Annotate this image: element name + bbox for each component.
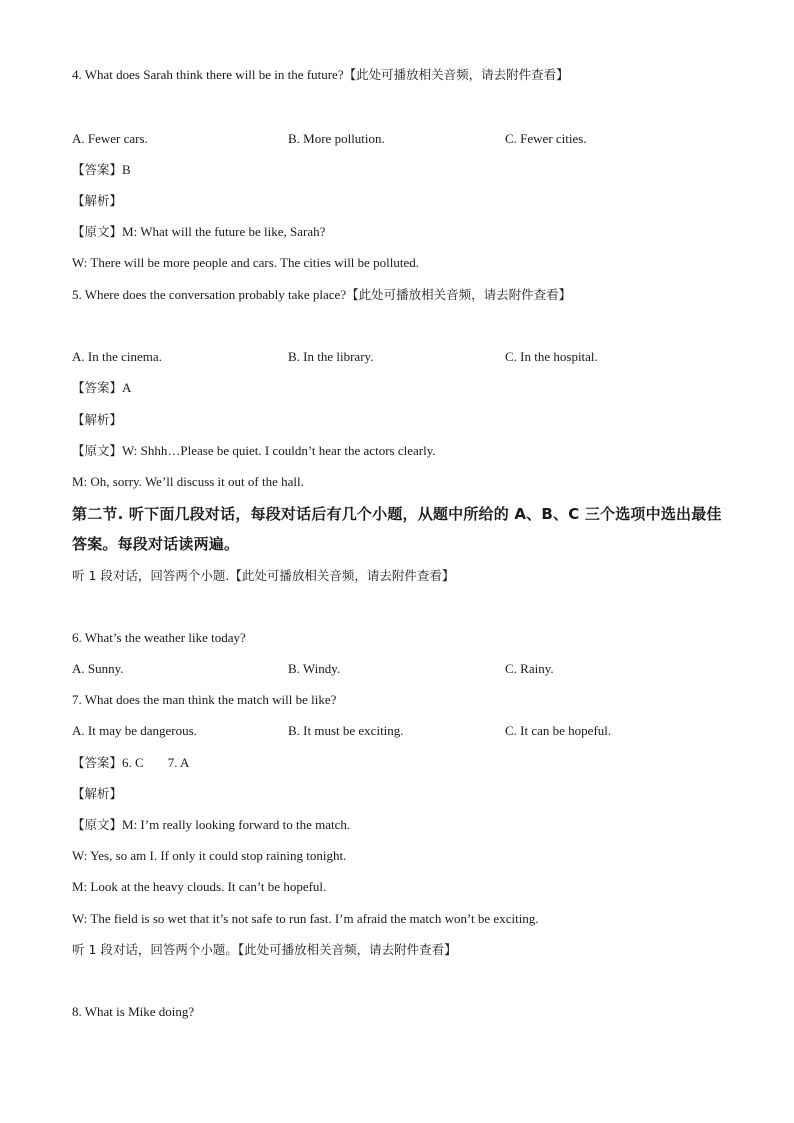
- section-2-heading: 第二节. 听下面几段对话，每段对话后有几个小题，从题中所给的 A、B、C 三个选项中选出最佳答案。每段对话读两遍。: [72, 505, 722, 553]
- dialog-2-intro: [72, 941, 457, 959]
- transcript-text: M: What will the future be like, Sarah?: [122, 224, 326, 239]
- question-5: [72, 286, 571, 304]
- q4-analysis-tag: 【解析】: [72, 193, 123, 208]
- dialog-1-analysis-tag: 【解析】: [72, 786, 123, 801]
- answer-7-value: 7. A: [167, 755, 190, 770]
- answer-tag: 【答案】: [72, 162, 123, 177]
- question-5-text: 5. Where does the conversation probably take place?: [72, 287, 347, 302]
- q4-option-a: A. Fewer cars.: [72, 131, 148, 146]
- q6-option-a: A. Sunny.: [72, 661, 124, 676]
- audio-note-link[interactable]: 【此处可播放相关音频，请去附件查看】: [237, 942, 457, 957]
- q5-transcript-line-2: M: Oh, sorry. We’ll discuss it out of the hall.: [72, 474, 304, 489]
- q5-option-c: C. In the hospital.: [505, 349, 598, 364]
- q6-option-c: C. Rainy.: [505, 661, 554, 676]
- question-8: 8. What is Mike doing?: [72, 1004, 195, 1019]
- dialog-1-transcript-line-1: [72, 816, 350, 834]
- q5-answer: [72, 379, 131, 397]
- transcript-tag: 【原文】: [72, 224, 123, 239]
- transcript-text: M: I’m really looking forward to the match.: [122, 817, 351, 832]
- answer-tag: 【答案】: [72, 380, 123, 395]
- q6-option-b: B. Windy.: [288, 661, 341, 676]
- dialog-1-transcript-line-2: W: Yes, so am I. If only it could stop raining tonight.: [72, 848, 347, 863]
- question-4-text: 4. What does Sarah think there will be in the future?: [72, 67, 344, 82]
- q7-option-c: C. It can be hopeful.: [505, 723, 612, 738]
- q4-transcript-line-2: W: There will be more people and cars. The cities will be polluted.: [72, 255, 420, 270]
- q7-option-b: B. It must be exciting.: [288, 723, 404, 738]
- q4-option-c: C. Fewer cities.: [505, 131, 587, 146]
- q6-q7-answer: [72, 754, 189, 772]
- q5-option-b: B. In the library.: [288, 349, 374, 364]
- audio-note-link[interactable]: 【此处可播放相关音频，请去附件查看】: [346, 287, 572, 302]
- answer-6-value: 6. C: [122, 755, 144, 770]
- q5-transcript-line-1: [72, 442, 436, 460]
- question-4: [72, 66, 569, 84]
- q4-option-b: B. More pollution.: [288, 131, 385, 146]
- dialog-1-transcript-line-3: M: Look at the heavy clouds. It can’t be hopeful.: [72, 879, 327, 894]
- question-6: 6. What’s the weather like today?: [72, 630, 246, 645]
- transcript-text: W: Shhh…Please be quiet. I couldn’t hear the actors clearly.: [122, 443, 436, 458]
- dialog-1-transcript-line-4: W: The field is so wet that it’s not safe to run fast. I’m afraid the match won’t be exciting.: [72, 911, 539, 926]
- dialog-intro-text: 听 1 段对话，回答两个小题。: [72, 942, 238, 957]
- dialog-intro-text: 听 1 段对话，回答两个小题.: [72, 568, 230, 583]
- audio-note-link[interactable]: 【此处可播放相关音频，请去附件查看】: [229, 568, 455, 583]
- answer-tag: 【答案】: [72, 755, 123, 770]
- answer-value: A: [122, 380, 132, 395]
- transcript-tag: 【原文】: [72, 443, 123, 458]
- question-7: 7. What does the man think the match will be like?: [72, 692, 337, 707]
- q4-answer: [72, 161, 131, 179]
- q5-option-a: A. In the cinema.: [72, 349, 162, 364]
- answer-value: B: [122, 162, 131, 177]
- audio-note-link[interactable]: 【此处可播放相关音频，请去附件查看】: [343, 67, 569, 82]
- transcript-tag: 【原文】: [72, 817, 123, 832]
- dialog-1-intro: [72, 567, 454, 585]
- q4-transcript-line-1: [72, 223, 325, 241]
- q7-option-a: A. It may be dangerous.: [72, 723, 197, 738]
- q5-analysis-tag: 【解析】: [72, 412, 123, 427]
